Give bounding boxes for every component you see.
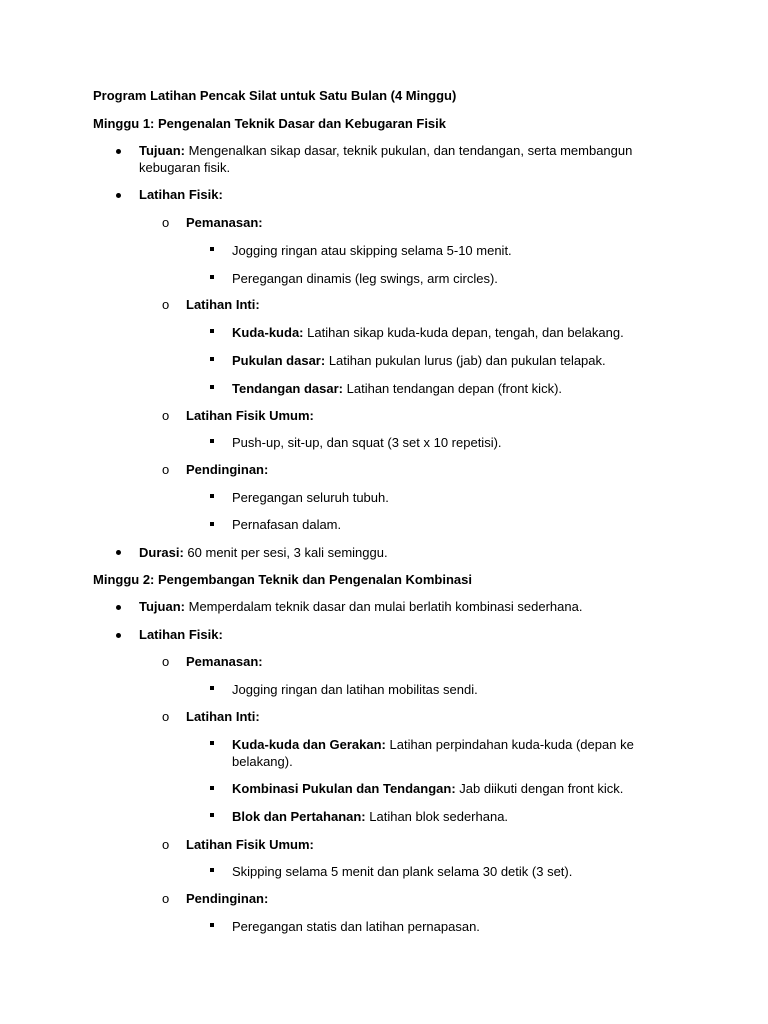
square-bullet-icon bbox=[210, 357, 214, 361]
square-bullet-icon bbox=[210, 439, 214, 443]
week2-latihan-inti: Latihan Inti: bbox=[186, 709, 260, 724]
tujuan-text: Mengenalkan sikap dasar, teknik pukulan, dan tendangan, serta membangun bbox=[188, 143, 633, 158]
week2-pemanasan: Pemanasan: bbox=[186, 654, 263, 669]
circle-bullet-icon: o bbox=[162, 891, 170, 906]
list-item bbox=[232, 808, 508, 825]
list-item-cont: belakang). bbox=[232, 754, 293, 769]
item-text: Latihan perpindahan kuda-kuda (depan ke bbox=[389, 737, 634, 752]
item-label: Kombinasi Pukulan dan Tendangan: bbox=[232, 781, 456, 796]
tujuan-label: Tujuan: bbox=[139, 143, 185, 158]
item-label: Kuda-kuda dan Gerakan: bbox=[232, 737, 386, 752]
tujuan-label: Tujuan: bbox=[139, 599, 185, 614]
bullet-icon bbox=[116, 193, 121, 198]
bullet-icon bbox=[116, 605, 121, 610]
square-bullet-icon bbox=[210, 522, 214, 526]
bullet-icon bbox=[116, 550, 121, 555]
item-label: Blok dan Pertahanan: bbox=[232, 809, 366, 824]
item-text: Jab diikuti dengan front kick. bbox=[459, 781, 624, 796]
week2-fisik-umum: Latihan Fisik Umum: bbox=[186, 837, 314, 852]
item-label: Pukulan dasar: bbox=[232, 353, 326, 368]
week2-pendinginan: Pendinginan: bbox=[186, 891, 269, 906]
week1-durasi bbox=[139, 544, 388, 561]
square-bullet-icon bbox=[210, 923, 214, 927]
circle-bullet-icon: o bbox=[162, 408, 170, 423]
square-bullet-icon bbox=[210, 275, 214, 279]
item-label: Kuda-kuda: bbox=[232, 325, 304, 340]
week2-heading: Minggu 2: Pengembangan Teknik dan Pengenalan Kombinasi bbox=[93, 572, 472, 587]
list-item: Pernafasan dalam. bbox=[232, 517, 342, 532]
circle-bullet-icon: o bbox=[162, 709, 170, 724]
document-title: Program Latihan Pencak Silat untuk Satu Bulan (4 Minggu) bbox=[93, 88, 457, 103]
circle-bullet-icon: o bbox=[162, 654, 170, 669]
list-item: Skipping selama 5 menit dan plank selama 30 detik (3 set). bbox=[232, 864, 573, 879]
week1-latihan-fisik: Latihan Fisik: bbox=[139, 187, 223, 202]
week1-heading: Minggu 1: Pengenalan Teknik Dasar dan Kebugaran Fisik bbox=[93, 116, 447, 131]
item-text: Latihan pukulan lurus (jab) dan pukulan telapak. bbox=[328, 353, 606, 368]
week1-pemanasan: Pemanasan: bbox=[186, 215, 263, 230]
item-text: Latihan tendangan depan (front kick). bbox=[346, 381, 563, 396]
circle-bullet-icon: o bbox=[162, 462, 170, 477]
list-item: Peregangan statis dan latihan pernapasan. bbox=[232, 919, 480, 934]
list-item: Peregangan seluruh tubuh. bbox=[232, 490, 389, 505]
list-item bbox=[232, 380, 562, 397]
week1-tujuan bbox=[139, 142, 632, 159]
week2-tujuan bbox=[139, 598, 582, 615]
square-bullet-icon bbox=[210, 868, 214, 872]
list-item bbox=[232, 324, 624, 341]
week1-fisik-umum: Latihan Fisik Umum: bbox=[186, 408, 314, 423]
bullet-icon bbox=[116, 149, 121, 154]
square-bullet-icon bbox=[210, 786, 214, 790]
item-label: Tendangan dasar: bbox=[232, 381, 344, 396]
item-text: Latihan blok sederhana. bbox=[369, 809, 509, 824]
week1-pendinginan: Pendinginan: bbox=[186, 462, 269, 477]
list-item bbox=[232, 736, 634, 753]
durasi-text: 60 menit per sesi, 3 kali seminggu. bbox=[187, 545, 388, 560]
week1-tujuan-cont: kebugaran fisik. bbox=[139, 160, 231, 175]
circle-bullet-icon: o bbox=[162, 215, 170, 230]
week2-latihan-fisik: Latihan Fisik: bbox=[139, 627, 223, 642]
circle-bullet-icon: o bbox=[162, 837, 170, 852]
bullet-icon bbox=[116, 633, 121, 638]
list-item: Peregangan dinamis (leg swings, arm circles). bbox=[232, 271, 498, 286]
list-item: Push-up, sit-up, dan squat (3 set x 10 repetisi). bbox=[232, 435, 502, 450]
list-item: Jogging ringan dan latihan mobilitas sendi. bbox=[232, 682, 478, 697]
list-item: Jogging ringan atau skipping selama 5-10 menit. bbox=[232, 243, 512, 258]
item-text: Latihan sikap kuda-kuda depan, tengah, dan belakang. bbox=[307, 325, 624, 340]
week1-latihan-inti: Latihan Inti: bbox=[186, 297, 260, 312]
tujuan-text: Memperdalam teknik dasar dan mulai berlatih kombinasi sederhana. bbox=[188, 599, 583, 614]
square-bullet-icon bbox=[210, 329, 214, 333]
list-item bbox=[232, 780, 623, 797]
square-bullet-icon bbox=[210, 247, 214, 251]
list-item bbox=[232, 352, 606, 369]
durasi-label: Durasi: bbox=[139, 545, 184, 560]
square-bullet-icon bbox=[210, 494, 214, 498]
circle-bullet-icon: o bbox=[162, 297, 170, 312]
square-bullet-icon bbox=[210, 813, 214, 817]
square-bullet-icon bbox=[210, 741, 214, 745]
square-bullet-icon bbox=[210, 385, 214, 389]
square-bullet-icon bbox=[210, 686, 214, 690]
